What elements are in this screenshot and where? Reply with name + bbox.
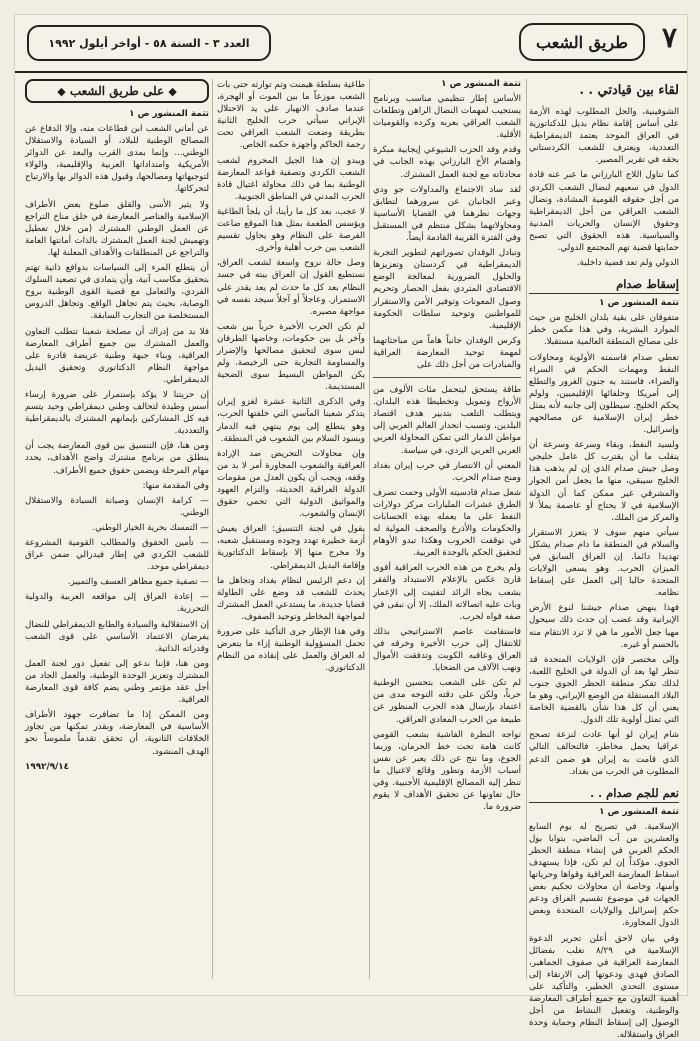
paragraph: وفي هذا الإطار جرى التأكيد على ضرورة تحمل المسؤولية الوطنية إزاء ما يتعرض له العراق والعمل على إنقاذه من النظام الدكتاتوري.	[217, 627, 365, 674]
paragraph: طاقة يستحق ليتحمل مئات الألوف من الأرواح وتمويل وتخطيطا هذه البلدان. ويتطلب التلعب بتدبير هدف اقتصاد البلدين، وتسبب انحدار العالم العربي إلى مواطن الدمار التي تمكن المحاولة العربي العربي العربي الردي، في سياسة.	[373, 385, 521, 456]
article-title-curb-saddam: نعم للجم صدام . .	[529, 786, 679, 803]
paragraph: لم تكن الحرب الأخيرة حرباً بين شعب وآخر بل بين حكومات، وخاضها الطرفان ليس سوى لتحقيق مصالحها والإضرار والمساومة التجارية حتى الرخيصة. ولم يكن المواطن البسيط سوى الضحية المستديمة.	[217, 321, 365, 393]
paragraph: لا عجب، بعد كل ما رأينا، أن يلجأ الطاغية ويؤسس الطغمة بمثل هذا الموقع ضاعت الفرصة على النظام وهو يحاول تقسيم الشعب بين حرب أهلية وأخرى.	[217, 206, 365, 254]
column-1	[529, 79, 679, 1041]
bullet-icon: ◆	[57, 85, 66, 98]
page-number: ٧	[661, 21, 677, 54]
editorial-date: ١٩٩٢/٩/١٤	[25, 761, 70, 772]
paragraph: إن حريتنا لا يؤكد بإستمرار على ضرورة إرساء أسس وطيدة لتحالف وطني ديمقراطي وحيد يتسم فيه كل المشاركين بإيمانهم المشترك بالديمقراطية والتعددية.	[25, 389, 209, 437]
continued-label: تتمة المنشور ص ١	[441, 79, 521, 89]
continued-label: تتمة المنشور ص ١	[129, 109, 209, 119]
paragraph: وفي الذكرى الثانية عشرة لغزو إيران يتذكر شعبنا المآسي التي خلفتها الحرب، وهو يتطلع إلى يوم ينتهي فيه الدمار ويسود السلام بين الشعوب في المنطقة.	[217, 397, 365, 444]
list-item: — كرامة الإنسان وصيانة السيادة والاستقلال الوطني.	[25, 495, 209, 518]
continued-label: تتمة المنشور ص ١	[599, 806, 679, 817]
continued-label: تتمة المنشور ص ١	[599, 298, 679, 309]
paragraph: الأساس إطار تنظيمي مناسب وبرنامج يستجيب لمهمات النضال الراهن وتطلعات الشعب العراقي بعربه وكرده والقوميات الأقلية.	[373, 94, 521, 141]
list-item: — إعادة العراق إلى مواقعه العربية والدولية التحررية.	[25, 592, 209, 615]
column-4-editorial	[25, 79, 209, 979]
bullet-icon: ◆	[168, 85, 177, 98]
list-item: — تأمين الحقوق والمطالب القومية المشروعة للشعب الكردي في إطار فيدرالي ضمن عراق ديمقراطي موحد.	[25, 538, 209, 573]
paragraph: عن أماني الشعب ابن قطاعات منه، وإلا الدفاع عن المصالح الوطنية للبلاد، أو السيادة والاستقلال الوطني... وإنما بمدى القرب والبعد عن الدوائر الأمريكية وامتداداتها العربية والإقليمية، والولاء لتوجيهاتها ومصالحها، وقبول هذه الدوائر بها والارتياح لتحركاتها.	[25, 124, 209, 195]
paragraph: أن يتطلع المرء إلى السياسات بدوافع ذاتية تهتم بتحقيق مكاسب آنية، وأن يتمادى في تصعيد السلوك الفردي، والتعامل مع قضية القوى الوطنية بروح الوصاية، بحيث يتم تجاهل الواقع. وتجاهل الدروس المستخلصة من التجارب السابقة.	[25, 263, 209, 322]
paragraph: ولا يثير الأسى والقلق صلوع بعض الأطراف الإسلامية والعناصر المعارضة في خلق مناخ التراجع عن العمل الوطني المشترك (من خلال تعطيل وتهميش لجنة العمل المشترك بالذات أمانتها العامة والتراجع عن المنطلقات والأهداف المعلنة لها.	[25, 199, 209, 258]
paragraph: الإسلامية. في تصريح له يوم السابع والعشرين من آب الماضي، بتوابا بول الحكم الغربي في إنشاء منطقة الحظر الجوي. مؤكداً إن لم تكن، فإذا يستهدف اسقاط المعارضة العراقية وقواها وحرياتها وأمنها، وخاصة أن محاولات تحكيم بعض الجهات في موضوع تقسيم العراق ودعم حكم إسرائيل والولايات المتحدة وبعض الدول المجاورة.	[529, 821, 679, 929]
paragraph: الشوفينية، والحل المطلوب لهذه الأزمة على أساس إقامة نظام بديل للدكتاتورية في العراق الموحد يعتمد الديمقراطية التعددية، ويعترف للشعب الكردستاني بحقه في تقرير المصير.	[529, 107, 679, 166]
paragraph: سيأتي منهم سوف لا يتعزز الاستقرار والسلام في المنطقة ما دام صدام يشكل تهديدا دائما. إن العراق السابق في الميزان الحرب. وهو يسعى الولايات المتحدة حاليا إلى العمل على إسقاط نظامه.	[529, 527, 679, 599]
list-item: — تصفية جميع مظاهر العسف والتمييز.	[67, 577, 209, 588]
paragraph: كما تناول اللاج البارزاني ما عبر عنه قادة الدول في سعيهم لنضال الشعب الكردي من أجل حقوقه القومية المشادة، ونضال الشعب العراقي من أجل الديمقراطية وحقوق الإنسان والحريات المدنية والسياسية. هذه الحقوق التي تصبح حمايتها قضية تهم المجتمع الدولي.	[529, 170, 679, 254]
newspaper-logo: طريق الشعب	[519, 23, 645, 61]
paragraph: تواجه النظرة الفاشية بشعب القومي كانت هامة تحت خط الحرمان، وربما الجوع، وما نتج عن ذلك يعبر عن نفس أسباب الأزمة وتطور وقائع لاغتيال ما تنظر إليه المصالح الإقليمية الأجنبية. وفي حال تعاونها عن تحقيق الأهداف لا يقوم ضرورة ما.	[373, 729, 521, 813]
paragraph: وإلى مختصر فإن الولايات المتحدة قد تنظر لها بعد أن الدولة في الخليج اللعبة، لذلك تفكر منطقة الحظر الجوي جنوب البلاد المستقلة من الوضع الإيراني، وهو ما يعني أن كل هذا شأن بالقضية الخاصة التي تمثل أولوية تلك الدول.	[529, 654, 679, 726]
paragraph: وقدم وفد الحزب الشيوعي إيجابية مبكرة واهتمام الأخ البارزاني بهذه الجانب في محادثاته مع لجنة العمل المشترك.	[373, 145, 521, 180]
paragraph: شام إيران لو أنها عادت لنزعة تصحح عراقيا يحمل مخاطر، فالتحالف التالي الذي قامت به إيران هو ضمن الدعم المطلوب في الحرب من بغداد.	[529, 730, 679, 777]
paragraph: وصل حالة نزوح واسعة لشعب العراق، نستطيع القول إن العراق بيته في جسد النظام بعد كل ما حدث لم يعد يقدر على الاستمرار. وعاجلاً أو آجلاً سيجد نفسه في مواجهة مصيره.	[217, 258, 365, 317]
paragraph: المعني أن الانتصار في حرب إيران بغداد ومنح صدام الحرب.	[373, 460, 521, 483]
article-title-saddam: إسقاط صدام	[529, 277, 679, 294]
issue-info: العدد ٣ - السنة ٥٨ - أواخر أيلول ١٩٩٢	[27, 25, 271, 61]
paragraph: ولم يخرج من هذه الحرب العراقية أقوى قارئ عكس بالإعلام الاستبداد والفقر بشعب بجاه الرائد لتفتيت إلى الإعمار وبات عليه اتصالاته الملك، إلا أن نبقى في صفه قواه لحرب.	[373, 563, 521, 622]
column-divider	[369, 79, 370, 979]
paragraph: الدولي ولم تعد قضية داخلية.	[576, 258, 679, 269]
paragraph: ومن هنا، فإننا ندعو إلى تفعيل دور لجنة العمل المشترك وتعزيز الوحدة الوطنية، والعمل الجاد من أجل عقد مؤتمر وطني يضم كافة قوى المعارضة العراقية.	[25, 658, 209, 706]
paragraph: وتبادل الوفدان تصوراتهم لتطوير التجربة الديمقراطية في كردستان وتعزيزها والحلول الضرورية لمعالجة الوضع الاقتصادي المتردي بفعل الحصار وتحريم وصول المعونات وتوفير الأمن والاستقرار للمواطنين وتوحيد سلطات الحكومة الإقليمية.	[373, 248, 521, 331]
paragraph: شعل صدام قادسيته الأولى وحمت تصرف الطرق عشرات المليارات مركز دولارات النفط على ما يعمله بهذه الحسابات والحكومات والأذرع والصحف المولية له في توقفت الحروب وهكذا تبدو الأوهام لتحقيق الحكم بالوحدة العربية.	[373, 487, 521, 559]
paragraph: وإن محاولات التحريض ضد الإرادة العراقية والشعوب المجاورة أمر لا بد من وقفه، ويجب أن يكون العدل من مقومات الدولة العراقية الحديثة، والتزام العهود والمواثيق الدولية التي تحمي حقوق الإنسان والشعوب.	[217, 448, 365, 520]
column-2	[373, 79, 521, 979]
paragraph: إن الاستقلالية والسيادة والطابع الديمقراطي للنضال يفرضان الاعتماد الأساسي على قوى الشعب وقدراته الذاتية.	[25, 619, 209, 654]
paragraph: وفي المقدمة منها:	[142, 480, 209, 491]
page-header	[15, 15, 687, 73]
article-title-meeting: لقاء بين قيادتي . .	[579, 83, 679, 98]
paragraph: وكرس الوفدان جانباً هاماً من مباحثاتهما لمهمة توحيد المعارضة العراقية والمبادرات من أجل ذلك على	[373, 335, 521, 370]
paragraph: يقول في لجنة التنسيق: العراق يعيش أزمة خطيرة تهدد وجوده ومستقبل شعبه، ولا مخرج منها إلا بإسقاط الدكتاتورية وإقامة البديل الديمقراطي.	[217, 524, 365, 571]
paragraph: طاغية بسلطة هيمنت وتم توارثه حتى بات الشعب موزعاً ما بين الموت أو الهجرة، عندما صادف الانهيار على يد الاحتلال الإيراني سيأتي حرب الخليج الثانية بطريقة وضعت الشعب العراقي تحت رحمة الحاكم وأجهزة حكمه الخاص.	[217, 80, 365, 151]
paragraph: تعطي صدام قاسمته الأولوية ومحاولات النفط ومهمات الحكم في السراء والضراء، فاستند به جنون الغرور والتطلع إلى أمريكا وحلفائها الإقليميين، ولولم يحكم الخليج. سيطلون إلى جانبه لأنه يمثل خطر إيران الإسلامية عن مصالحهم وإسرائيل.	[529, 352, 679, 436]
paragraph: ومن هنا، فإن التنسيق بين قوى المعارضة يجب أن ينطلق من برنامج مشترك واضح الأهداف، يحدد مهام المرحلة ويضمن حقوق جميع الأطراف.	[25, 441, 209, 476]
separator	[373, 377, 521, 378]
paragraph: وفي بيان لاحق أعلن تحرير الدعوة الإسلامية في ٨/٢٩ تغلب بفضائل المعارضة العراقية في صفوف الجماهير، الصادق فهدي ودعوتها إلى الارتقاء إلى مستوى التحدي الخطير، والتأكيد على أهمية التعاون مع جميع أطراف المعارضة والوطنية، وتفعيل النشاط من أجل الوصول إلى إسقاط النظام وحماية وحدة العراق واستقلاله.	[529, 933, 679, 1041]
paragraph: إن دعم الرئيس لنظام بغداد وتجاهل ما يحدث للشعب قد وضع على الطاولة قضايا جديدة، ما يستدعي العمل المشترك لمواجهة المخاطر وتوحيد الصفوف.	[217, 575, 365, 622]
column-divider	[212, 79, 213, 979]
column-3	[217, 79, 365, 979]
paragraph: ويبدو إن هذا الجيل المحروم لشعب الشعب الكردي وتصفية قواعد المعارضة الوطنية بما في ذلك محاولة اغتيال قادة الحرب المدني في المناطق الجنوبية.	[217, 155, 365, 202]
paragraph: فاستقامت عاصم الاستراتيجي بذلك للانتقال إلى حرب الأخيرة وخرقه في العراق وعاقبه الكويت وتدفقت الأموال ونهب الآلاف من الضحايا.	[373, 626, 521, 674]
column-divider	[526, 79, 527, 979]
paragraph: ولسيد النفط، وبقاء وسرعة وسرعة أن ينقلب ما أن يقترب كل عامل خليجي وصل جيش صدام الذي إن لم يذهب هذا الخليج سيبقى، منها ما يجعل أمن الجوار والمشرقي غير ممكن كما أن الدولة الإسلامية في لا يحتاج أو عاصمة يملأ لا والمركز من الملك.	[529, 440, 679, 523]
paragraph: ومن الممكن إذا ما تضافرت جهود الأطراف الأساسية في المعارضة، وبقدر تمكنها من تجاوز الخلافات الثانوية، أن تحقق تقدماً ملموساً نحو الهدف المنشود.	[25, 710, 209, 757]
newspaper-page	[14, 14, 688, 1041]
editorial-title-text: على طريق الشعب	[69, 84, 165, 98]
paragraph: لقد ساد الاجتماع والمداولات جو ودي وعبر الجانبان عن سرورهما لتطابق وجهات نظرهما في القضايا الأساسية ومحاولاتهما بشكل منتظم في المستقبل وفي الفترة القريبة القادمة أيضاً.	[373, 184, 521, 244]
paragraph: لم تكن على الشعب بتحسين الوطنية حرباً، ولكن على دقته التوجه مدى من اعتماد بإرسال هذه الحرب المنظور عن طبيعة من الحرب المعادي العراقي.	[373, 678, 521, 725]
list-item: — التمسك بحرية الخيار الوطني.	[92, 522, 209, 533]
editorial-title	[25, 79, 209, 103]
paragraph: متفوقان على بقية بلدان الخليج من حيث الموارد البشرية، وفي هذا مكمن خطر على مصالح المنطقة العالمية مستقبلا.	[529, 313, 679, 348]
paragraph: فلا بد من إدراك أن مصلحة شعبنا تتطلب التعاون والعمل المشترك بين جميع أطراف المعارضة العراقية، وبناء جبهة وطنية عريضة قادرة على مواجهة النظام الدكتاتوري وتحقيق البديل الديمقراطي.	[25, 326, 209, 385]
paragraph: فهذا ينهض صدام جيشنا لنوع الأرض الإيرانية وقد غضب إن حدث ذلك سيحول مهيا جعل الأمور ما هي لا ترد الانتقام منه بالحسم أو غيره.	[529, 603, 679, 650]
